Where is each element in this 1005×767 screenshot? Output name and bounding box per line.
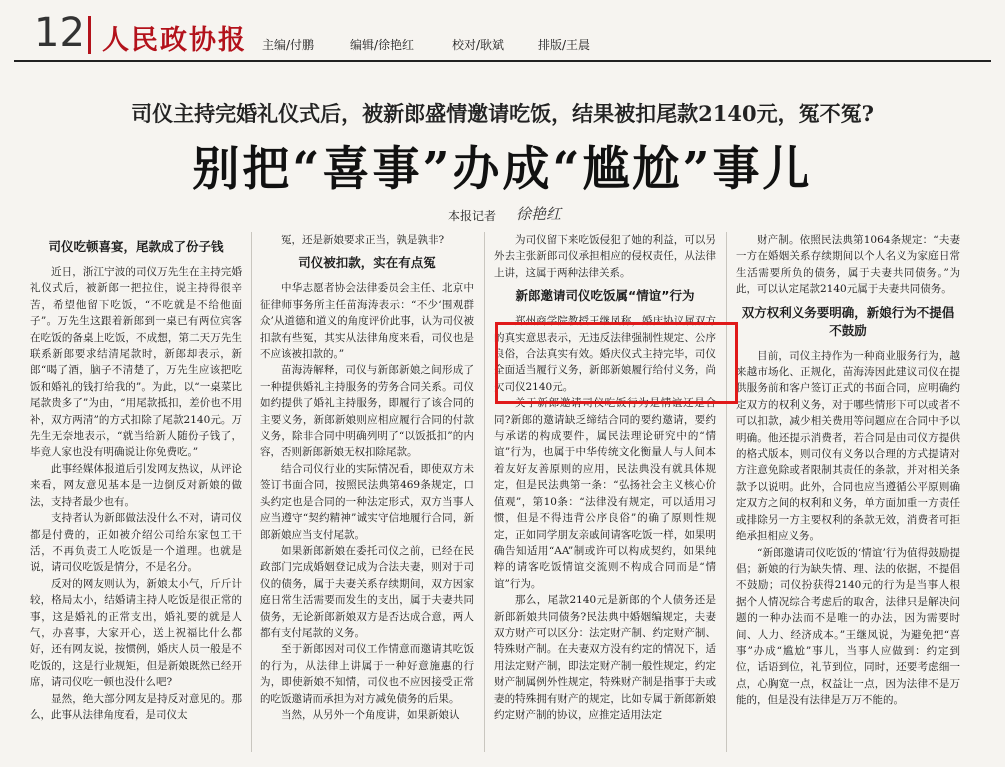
paragraph: 如果新郎新娘在委托司仪之前，已经在民政部门完成婚姻登记成为合法夫妻，则对于司仪的债务，属于夫妻关系存续期间，双方因家庭日常生活需要而发生的支出，属于夫妻共同债务，无论新郎新娘双方是否达成合意，两人都有支付尾款的义务。 xyxy=(260,544,474,639)
paragraph: 郑州商学院教授王继凤称，婚庆协议属双方的真实意思表示，无违反法律强制性规定、公序良俗，合法真实有效。婚庆仪式主持完毕，司仪全面适当履行义务，新郎新娘履行给付义务，尚欠司仪2140元。 xyxy=(494,315,716,393)
section-heading: 双方权利义务要明确，新娘行为不提倡不鼓励 xyxy=(741,304,955,338)
paragraph: 中华志愿者协会法律委员会主任、北京中征律师事务所主任苗海涛表示：“不少‘围观群众’从道德和道义的角度评价此事，认为司仪被扣款有些冤，其实从法律角度来看，司仪也是不应该被扣款的。” xyxy=(260,282,474,361)
paragraph: 显然，绝大部分网友是持反对意见的。那么，此事从法律角度看，是司仪太 xyxy=(30,692,242,721)
article-subheadline: 司仪主持完婚礼仪式后，被新郎盛情邀请吃饭，结果被扣尾款2140元，冤不冤? xyxy=(131,101,874,126)
column-divider xyxy=(726,232,727,752)
staff-editor-in-chief: 主编/付鹏 xyxy=(262,38,315,52)
paragraph: 反对的网友则认为，新娘太小气，斤斤计较，格局太小，结婚请主持人吃饭是很正常的事，这是婚礼的正常支出，婚礼要的就是人气，办喜事，大家开心，送上祝福比什么都好，还有网友说，按惯例，婚庆人员一般是不吃饭的，这是行业规矩，但是新娘既然已经开席，请司仪吃一顿也没什么吧? xyxy=(30,577,242,689)
paragraph: 当然，从另外一个角度讲，如果新娘认 xyxy=(281,708,460,721)
staff-proofreader: 校对/耿斌 xyxy=(452,38,505,52)
paragraph: 冤，还是新娘要求正当，孰是孰非? xyxy=(281,234,445,246)
column-divider xyxy=(251,232,252,752)
paragraph: 财产制。依照民法典第1064条规定：“夫妻一方在婚姻关系存续期间以个人名义为家庭日常生活需要所负的债务，属于夫妻共同债务。”为此，可以认定尾款2140元属于夫妻共同债务。 xyxy=(736,234,960,296)
masthead-divider xyxy=(88,16,91,54)
paragraph: 目前，司仪主持作为一种商业服务行为，越来越市场化、正规化，苗海涛因此建议司仪在提供服务前和客户签订正式的书面合同，应明确约定双方的权利义务，对于哪些情形下可以或者不可以扣款，减少相关费用等问题应在合同中予以明确。他还提示消费者，若合同是由司仪方提供的格式版本，则司仪有义务以合理的方式提请对方注意免除或者限制其责任的条款，并对相关条款予以说明。此外，合同也应当遵循公平原则确定双方之间的权利和义务，单方面加重一方责任或排除另一方主要权利的条款无效，消费者可拒绝承担相应义务。 xyxy=(736,349,960,543)
paragraph: 那么，尾款2140元是新郎的个人债务还是新郎新娘共同债务?民法典中婚姻编规定，夫妻双方财产可以区分：法定财产制、约定财产制、特殊财产制。在夫妻双方没有约定的情况下，适用法定财产制，即法定财产制一般性规定，约定财产制属例外性规定，特殊财产制是指事于夫或妻的特殊拥有财产的规定，比如专属于新郎新娘约定财产制的协议，应推定适用法定 xyxy=(494,594,716,721)
staff-layout: 排版/王晨 xyxy=(538,38,591,52)
article-column-1 xyxy=(30,232,242,754)
section-heading: 司仪被扣款，实在有点冤 xyxy=(298,255,436,271)
paragraph: 此事经媒体报道后引发网友热议，从评论来看，网友意见基本是一边倒反对新娘的做法，支持者最少也有。 xyxy=(30,462,242,508)
paragraph: 关于新郎邀请司仪吃饭行为是情谊还是合同?新郎的邀请缺乏缔结合同的要约邀请，要约与承诺的构成要件，属民法理论研究中的“情谊”行为，也属于中华传统文化衡量人与人间本着友好友善原则的应用，民法典没有就具体规定，但是民法典第一条：“弘扬社会主义核心价值观”，第10条：“法律没有规定，可以适用习惯，但是不得违背公序良俗”的确了原则性规定，正如同学朋友亲戚间请客吃饭一样，如果明确告知适用“AA”制或许可以构成契约，如果纯粹的请客吃饭情谊交流则不构成合同而是“情谊”行为。 xyxy=(494,397,716,590)
masthead xyxy=(14,6,991,62)
section-heading: 新郎邀请司仪吃饭属“情谊”行为 xyxy=(515,288,695,304)
paragraph: 至于新郎因对司仪工作情意而邀请其吃饭的行为，从法律上讲属于一种好意施惠的行为，即使新娘不知情，司仪也不应因接受正常的吃饭邀请而承担为对方减免债务的后果。 xyxy=(260,643,474,705)
article-column-2 xyxy=(260,232,474,754)
newspaper-logo: 人民政协报 xyxy=(102,25,247,56)
paragraph: 苗海涛解释，司仪与新郎新娘之间形成了一种提供婚礼主持服务的劳务合同关系。司仪如约提供了婚礼主持服务，即履行了该合同的主要义务，新郎新娘则应相应履行合同的付款义务，除非合同中明确列明了“以饭抵扣”的内容，否则新郎新娘无权扣除尾款。 xyxy=(260,364,474,459)
author-signature: 徐艳红 xyxy=(516,205,562,223)
article-column-4 xyxy=(736,232,960,754)
highlight-box xyxy=(495,322,738,404)
page-number: 12 xyxy=(34,10,85,56)
paragraph: 结合司仪行业的实际情况看，即使双方未签订书面合同，按照民法典第469条规定，口头约定也是合同的一种法定形式，双方当事人应当遵守“契约精神”诚实守信地履行合同，新郎新娘应当支付尾款。 xyxy=(260,462,474,541)
article-column-3 xyxy=(494,232,716,754)
paragraph: 支持者认为新郎做法没什么不对，请司仪都是付费的，正如被介绍公司给东家包工干活，不再负责工人吃饭是一个道理。也就是说，请司仪吃饭是情分，不是名分。 xyxy=(30,512,242,574)
section-heading: 司仪吃顿喜宴，尾款成了份子钱 xyxy=(48,239,224,254)
paragraph: “新郎邀请司仪吃饭的‘情谊’行为值得鼓励提倡；新娘的行为缺失情、理、法的依据，不提倡不鼓励；司仪扮获得2140元的行为是当事人根据个人情况综合考虑后的取舍，法律只是解决问题的一种办法而不是唯一的办法，因为需要时间、人力、经济成本。”王继凤说，为避免把“喜事”办成“尴尬”事儿，当事人应做到：约定到位，话语到位，礼节到位，同时，还要考虑细一点，心胸宽一点，权益让一点，因为法律不是万能的，但是没有法律是万万不能的。 xyxy=(736,546,960,707)
byline: 本报记者 xyxy=(448,209,497,223)
paragraph: 近日，浙江宁波的司仪万先生在主持完婚礼仪式后，被新郎一把拉住，说主持得很辛苦，希望他留下吃饭，“不吃就是不给他面子”。万先生这跟着新郎到一桌已有两位宾客在吃饭的备桌上吃饭，不成想，第二天万先生联系新郎要求结清尾款时，新郎却表示，新郎“喝了酒，脑子不清楚了，万先生应该把吃饭和婚礼的钱打给我的”。为此，以“一桌菜比尾款贵多了”为由，“用尾款抵扣，差价也不用补，双方两清”的方式扣除了尾款2140元。万先生无奈地表示，“就当给新人随份子钱了，毕竟人家也没有明确说让你免费吃。” xyxy=(30,266,242,459)
staff-editor: 编辑/徐艳红 xyxy=(350,38,415,52)
column-divider xyxy=(484,232,485,752)
article-headline: 别把“喜事”办成“尴尬”事儿 xyxy=(192,142,813,197)
paragraph: 为司仪留下来吃饭侵犯了她的利益，可以另外去主张新郎司仪承担相应的侵权责任，从法律上讲，这属于两种法律关系。 xyxy=(494,234,716,279)
